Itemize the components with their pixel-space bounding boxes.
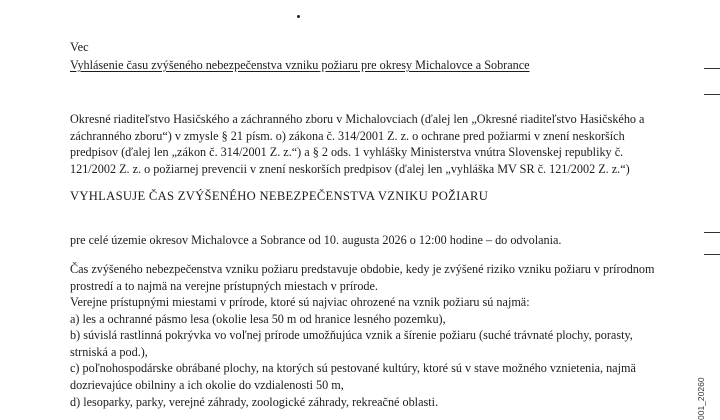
document-id-code: 001_20260 (696, 377, 706, 420)
definition-paragraph: Čas zvýšeného nebezpečenstva vzniku požiaru predstavuje obdobie, kedy je zvýšené riziko vzniku požiaru v prírodnom prostredí a to najmä na verejne prístupných miestach v prírode. (70, 262, 655, 293)
punch-dot (297, 15, 300, 18)
margin-mark (704, 94, 720, 95)
margin-mark (704, 232, 720, 233)
list-item: d) lesoparky, parky, verejné záhrady, zoologické záhrady, rekreačné oblasti. (70, 394, 439, 409)
margin-mark (704, 68, 720, 69)
declaration-heading: VYHLASUJE ČAS ZVÝŠENÉHO NEBEZPEČENSTVA VZNIKU POŽIARU (70, 189, 489, 203)
subject-line: Vyhlásenie času zvýšeného nebezpečenstva vzniku požiaru pre okresy Michalovce a Sobrance (70, 58, 530, 72)
scope-paragraph: pre celé územie okresov Michalovce a Sobrance od 10. augusta 2026 o 12:00 hodine – do odvolania. (70, 233, 562, 248)
margin-mark (704, 254, 720, 255)
places-intro: Verejne prístupnými miestami v prírode, ktoré sú najviac ohrozené na vznik požiaru sú najmä: (70, 295, 530, 309)
intro-paragraph: Okresné riaditeľstvo Hasičského a záchranného zboru v Michalovciach (ďalej len „Okresné riaditeľstvo Hasičského a záchranného zboru“) v zmysle § 21 písm. o) zákona č. 314/2001 Z. z. o ochrane pred požiarmi v znení neskorších predpisov (ďalej len „zákon č. 314/2001 Z. z.“) a § 2 ods. 1 vyhlášky Ministerstva vnútra Slovenskej republiky č. 121/2002 Z. z. o požiarnej prevencii v znení neskorších predpisov (ďalej len „vyhláška MV SR č. 121/2002 Z. z.“) (70, 112, 645, 176)
list-item: c) poľnohospodárske obrábané plochy, na ktorých sú pestované kultúry, ktoré sú v stave možného vznietenia, najmä dozrievajúce obilniny a ich okolie do vzdialenosti 50 m, (70, 361, 636, 392)
list-item: a) les a ochranné pásmo lesa (okolie lesa 50 m od hranice lesného pozemku), (70, 311, 446, 326)
list-item: b) súvislá rastlinná pokrývka vo voľnej prírode umožňujúca vznik a šírenie požiaru (suché trávnaté plochy, porasty, strniská a pod.), (70, 328, 633, 359)
places-section (70, 294, 670, 410)
subject-label: Vec (70, 40, 89, 54)
